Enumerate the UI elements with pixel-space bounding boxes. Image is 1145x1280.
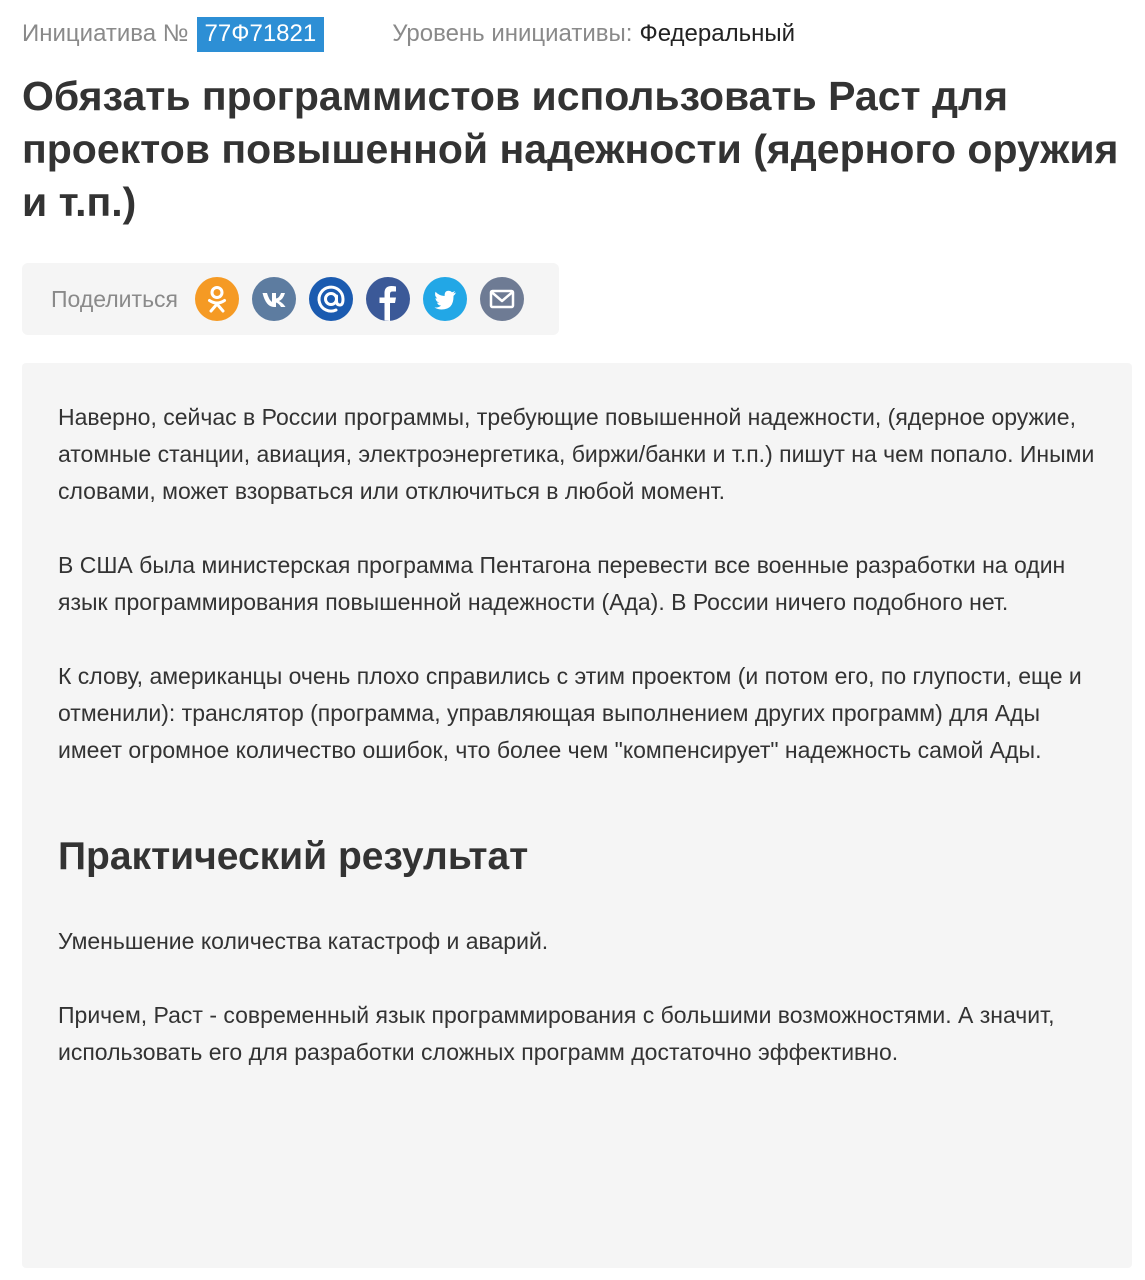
share-bar — [22, 263, 559, 335]
initiative-id-badge: 77Ф71821 — [197, 17, 325, 52]
initiative-meta — [22, 16, 795, 52]
result-paragraph: Причем, Раст - современный язык программирования с большими возможностями. А значит, использовать его для разработки сложных программ достаточно эффективно. — [58, 1002, 1055, 1065]
mailru-icon[interactable] — [309, 277, 353, 321]
odnoklassniki-icon[interactable] — [195, 277, 239, 321]
initiative-level-value: Федеральный — [639, 20, 795, 47]
initiative-level — [392, 20, 795, 48]
initiative-number-label: Инициатива № — [22, 20, 189, 47]
result-paragraph: Уменьшение количества катастроф и аварий. — [58, 928, 549, 954]
result-heading: Практический результат — [58, 835, 529, 878]
facebook-icon[interactable] — [366, 277, 410, 321]
email-icon[interactable] — [480, 277, 524, 321]
description-paragraph: В США была министерская программа Пентагона перевести все военные разработки на один язык программирования повышенной надежности (Ада). В России ничего подобного нет. — [58, 552, 1066, 615]
page-title: Обязать программистов использовать Раст для проектов повышенной надежности (ядерного оружия и т.п.) — [22, 73, 1119, 225]
initiative-level-label: Уровень инициативы: — [392, 20, 633, 47]
vk-icon[interactable] — [252, 277, 296, 321]
share-label: Поделиться — [51, 285, 179, 312]
description-paragraph: К слову, американцы очень плохо справились с этим проектом (и потом его, по глупости, еще и отменили): транслятор (программа, управляющая выполнением других программ) для Ады имеет огромное количество ошибок, что более чем "компенсирует" надежность самой Ады. — [58, 663, 1082, 763]
description-paragraph: Наверно, сейчас в России программы, требующие повышенной надежности, (ядерное оружие, атомные станции, авиация, электроэнергетика, биржи/банки и т.п.) пишут на чем попало. Иными словами, может взорваться или отключиться в любой момент. — [58, 404, 1095, 504]
initiative-description — [22, 363, 1132, 1268]
twitter-icon[interactable] — [423, 277, 467, 321]
